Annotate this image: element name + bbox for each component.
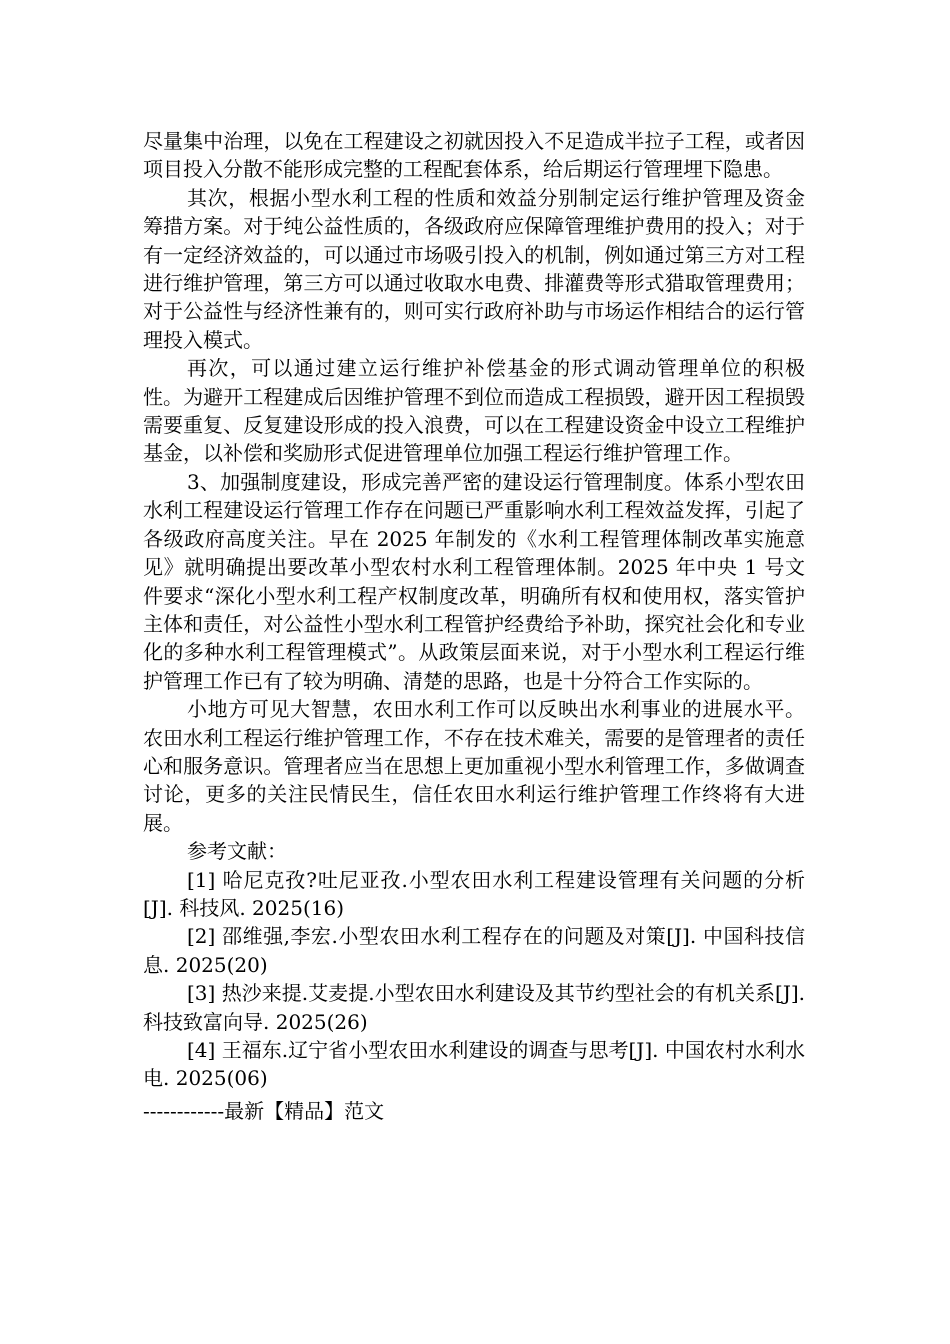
body-paragraph: 小地方可见大智慧，农田水利工作可以反映出水利事业的进展水平。农田水利工程运行维护管理工作，不存在技术难关，需要的是管理者的责任心和服务意识。管理者应当在思想上更加重视小型水利管理工作，多做调查讨论，更多的关注民情民生，信任农田水利运行维护管理工作终将有大进展。: [143, 697, 805, 835]
body-paragraph: 尽量集中治理，以免在工程建设之初就因投入不足造成半拉子工程，或者因项目投入分散不能形成完整的工程配套体系，给后期运行管理埋下隐患。: [143, 129, 805, 182]
reference-item: [3] 热沙来提.艾麦提.小型农田水利建设及其节约型社会的有机关系[J]. 科技致富向导. 2025(26): [143, 981, 805, 1034]
reference-item: [4] 王福东.辽宁省小型农田水利建设的调查与思考[J]. 中国农村水利水电. 2025(06): [143, 1038, 805, 1091]
reference-item: [2] 邵维强,李宏.小型农田水利工程存在的问题及对策[J]. 中国科技信息. 2025(20): [143, 924, 805, 977]
body-paragraph: 再次，可以通过建立运行维护补偿基金的形式调动管理单位的积极性。为避开工程建成后因维护管理不到位而造成工程损毁，避开因工程损毁需要重复、反复建设形成的投入浪费，可以在工程建设资金中设立工程维护基金，以补偿和奖励形式促进管理单位加强工程运行维护管理工作。: [143, 356, 805, 466]
references-heading: 参考文献：: [187, 839, 287, 864]
reference-item: [1] 哈尼克孜?吐尼亚孜.小型农田水利工程建设管理有关问题的分析[J]. 科技风. 2025(16): [143, 867, 805, 920]
body-paragraph: 3、加强制度建设，形成完善严密的建设运行管理制度。体系小型农田水利工程建设运行管理工作存在问题已严重影响水利工程效益发挥，引起了各级政府高度关注。早在 2025 年制发的《水利工程管理体制改革实施意见》就明确提出要改革小型农村水利工程管理体制。2025 年中央 1 号文件要求“深化小型水利工程产权制度改革，明确所有权和使用权，落实管护主体和责任，对公益性小型水利工程管护经费给予补助，探究社会化和专业化的多种水利工程管理模式”。从政策层面来说，对于小型水利工程运行维护管理工作已有了较为明确、清楚的思路，也是十分符合工作实际的。: [143, 469, 805, 693]
document-body: [143, 127, 805, 1093]
body-paragraph: 其次，根据小型水利工程的性质和效益分别制定运行维护管理及资金筹措方案。对于纯公益性质的，各级政府应保障管理维护费用的投入；对于有一定经济效益的，可以通过市场吸引投入的机制，例如通过第三方对工程进行维护管理，第三方可以通过收取水电费、排灌费等形式猎取管理费用；对于公益性与经济性兼有的，则可实行政府补助与市场运作相结合的运行管理投入模式。: [143, 185, 805, 352]
footer-note: ------------最新【精品】范文: [143, 1099, 385, 1123]
